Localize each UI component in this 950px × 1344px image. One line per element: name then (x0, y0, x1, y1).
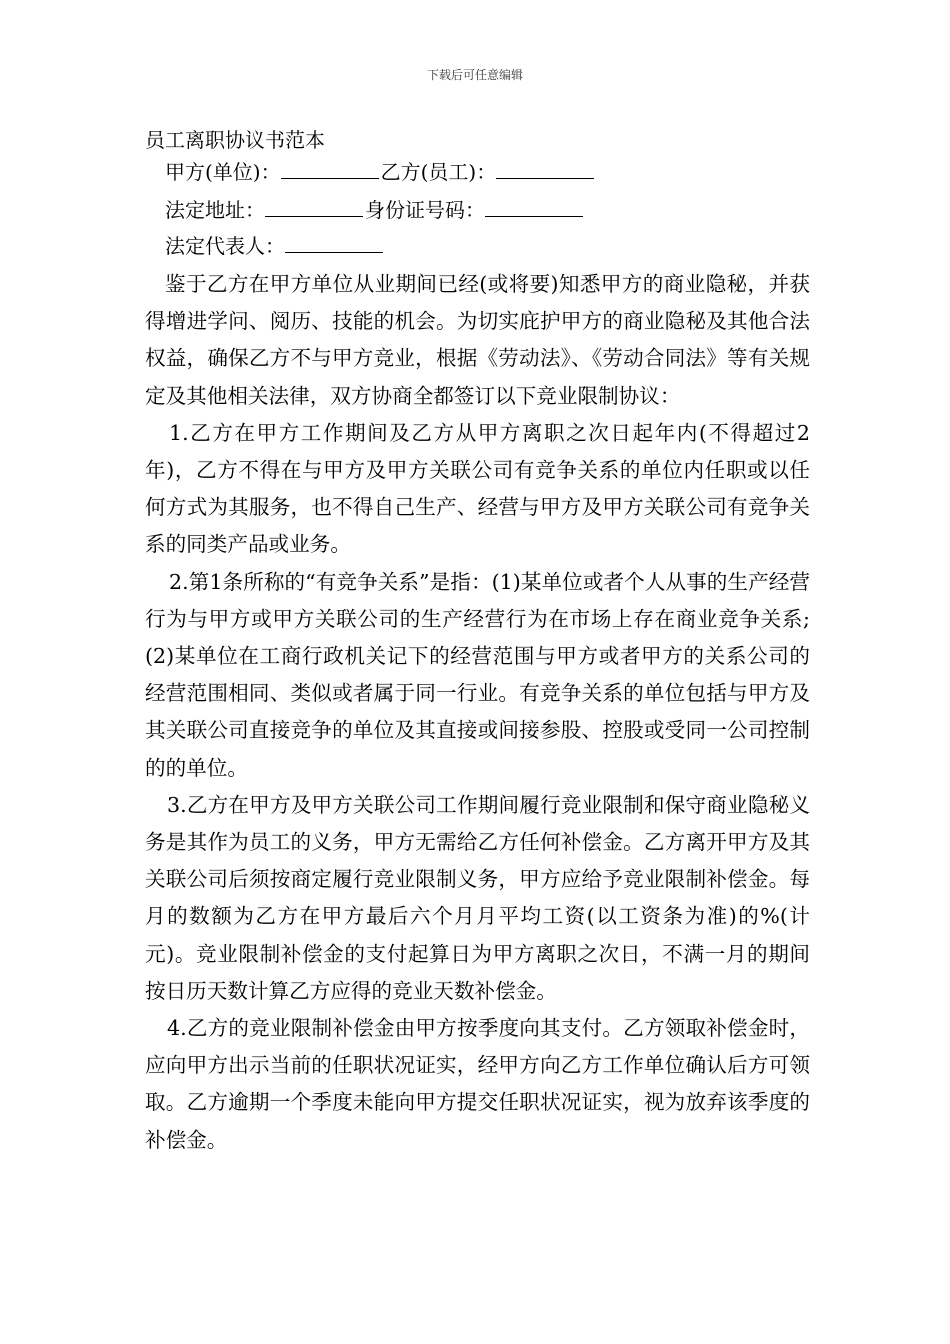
id-number-label: 身份证号码： (365, 198, 485, 222)
party-b-label: 乙方(员工)： (380, 160, 497, 184)
address-line (165, 196, 585, 224)
clause-1-paragraph: 1.乙方在甲方工作期间及乙方从甲方离职之次日起年内(不得超过2年)，乙方不得在与甲方及甲方关联公司有竞争关系的单位内任职或以任何方式为其服务，也不得自己生产、经营与甲方及甲方关联公司有竞争关系的同类产品或业务。 (145, 420, 810, 557)
clause-4-paragraph: 4.乙方的竞业限制补偿金由甲方按季度向其支付。乙方领取补偿金时，应向甲方出示当前的任职状况证实，经甲方向乙方工作单位确认后方可领取。乙方逾期一个季度未能向甲方提交任职状况证实，视为放弃该季度的补偿金。 (145, 1016, 810, 1152)
legal-rep-blank (285, 232, 383, 253)
header-note: 下载后可任意编辑 (426, 68, 523, 82)
id-number-blank (485, 196, 583, 217)
party-a-label: 甲方(单位)： (165, 160, 281, 184)
agreement-body (145, 266, 810, 1159)
preamble-paragraph: 鉴于乙方在甲方单位从业期间已经(或将要)知悉甲方的商业隐秘，并获得增进学问、阅历、技能的机会。为切实庇护甲方的商业隐秘及其他合法权益，确保乙方不与甲方竞业，根据《劳动法》、《劳动合同法》等有关规定及其他相关法律，双方协商全都签订以下竞业限制协议： (145, 272, 810, 408)
clause-3-paragraph: 3.乙方在甲方及甲方关联公司工作期间履行竞业限制和保守商业隐秘义务是其作为员工的义务，甲方无需给乙方任何补偿金。乙方离开甲方及其关联公司后须按商定履行竞业限制义务，甲方应给予竞业限制补偿金。每月的数额为乙方在甲方最后六个月月平均工资(以工资条为准)的%(计元)。竞业限制补偿金的支付起算日为甲方离职之次日，不满一月的期间按日历天数计算乙方应得的竞业天数补偿金。 (145, 792, 810, 1003)
legal-address-label: 法定地址： (165, 198, 265, 222)
legal-rep-label: 法定代表人： (165, 234, 285, 258)
party-line (165, 158, 596, 186)
party-a-blank (281, 158, 379, 179)
legal-rep-line (165, 232, 385, 260)
party-b-blank (496, 158, 594, 179)
document-title: 员工离职协议书范本 (145, 128, 325, 152)
legal-address-blank (265, 196, 363, 217)
clause-2-paragraph: 2.第1条所称的“有竞争关系”是指：(1)某单位或者个人从事的生产经营行为与甲方或甲方关联公司的生产经营行为在市场上存在商业竞争关系;(2)某单位在工商行政机关记下的经营范围与甲方或者甲方的关系公司的经营范围相同、类似或者属于同一行业。有竞争关系的单位包括与甲方及其关联公司直接竞争的单位及其直接或间接参股、控股或受同一公司控制的的单位。 (145, 569, 810, 780)
